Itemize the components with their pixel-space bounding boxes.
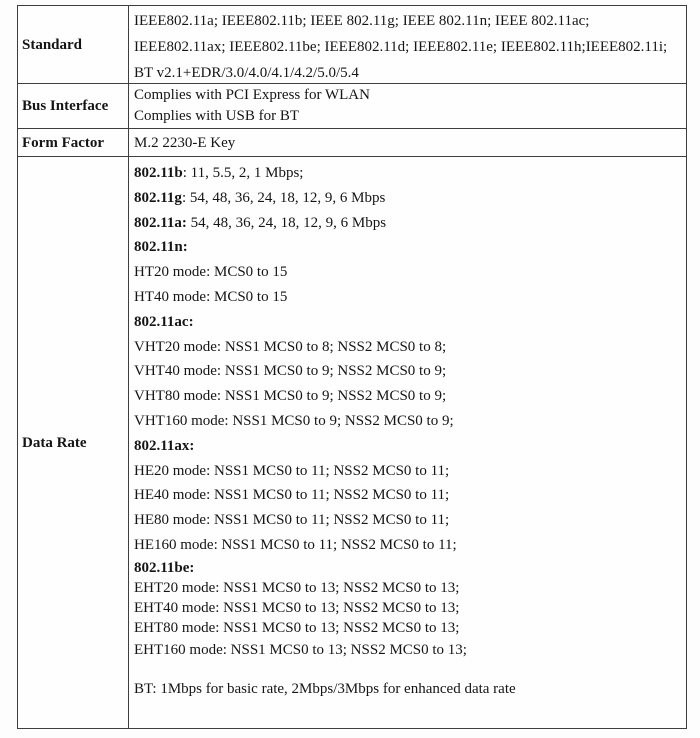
spec-line: Complies with USB for BT [134,108,300,124]
row-value [129,157,686,728]
row-label: Bus Interface [18,84,129,128]
table-row [18,84,686,129]
spec-line: 802.11a: 54, 48, 36, 24, 18, 12, 9, 6 Mbps [134,214,387,231]
spec-line [134,235,682,260]
spec-line: M.2 2230-E Key [134,134,236,151]
spec-line [134,558,682,578]
spec-line: IEEE802.11a; IEEE802.11b; IEEE 802.11g; IEEE 802.11n; IEEE 802.11ac; [134,13,590,29]
spec-line: VHT80 mode: NSS1 MCS0 to 9; NSS2 MCS0 to 9; [134,388,447,405]
spec-line-bold-term: 802.11a: [134,214,187,231]
spec-line [134,310,682,335]
spec-line: EHT80 mode: NSS1 MCS0 to 13; NSS2 MCS0 to 13; [134,619,460,636]
spec-line: BT v2.1+EDR/3.0/4.0/4.1/4.2/5.0/5.4 [134,65,359,81]
row-label: Data Rate [18,157,129,728]
row-value [129,129,686,156]
spec-line: EHT20 mode: NSS1 MCS0 to 13; NSS2 MCS0 to 13; [134,579,460,596]
spec-line: HT20 mode: MCS0 to 15 [134,264,288,281]
spec-line: HT40 mode: MCS0 to 15 [134,288,288,305]
spec-line: HE40 mode: NSS1 MCS0 to 11; NSS2 MCS0 to 11; [134,487,450,504]
spec-line-bold-term: 802.11n: [134,239,188,256]
spec-line-bold-term: 802.11g [134,189,182,206]
spec-line: HE160 mode: NSS1 MCS0 to 11; NSS2 MCS0 to 11; [134,536,457,553]
table-row [18,157,686,728]
spec-line-bold-term: 802.11be: [134,559,195,576]
spec-line-bold-term: 802.11ac: [134,313,194,330]
spec-line: HE20 mode: NSS1 MCS0 to 11; NSS2 MCS0 to 11; [134,462,450,479]
spec-line: EHT40 mode: NSS1 MCS0 to 13; NSS2 MCS0 to 13; [134,599,460,616]
spec-line-bold-term: 802.11b [134,165,183,181]
table-row [18,129,686,157]
spec-line [134,663,682,677]
row-value [129,84,686,128]
spec-line: EHT160 mode: NSS1 MCS0 to 13; NSS2 MCS0 to 13; [134,641,467,658]
spec-line: IEEE802.11ax; IEEE802.11be; IEEE802.11d; IEEE802.11e; IEEE802.11h;IEEE802.11i; [134,39,668,55]
spec-line: VHT20 mode: NSS1 MCS0 to 8; NSS2 MCS0 to 8; [134,338,447,355]
spec-line: VHT160 mode: NSS1 MCS0 to 9; NSS2 MCS0 to 9; [134,412,454,429]
row-label: Standard [18,6,129,83]
row-label: Form Factor [18,129,129,156]
row-value [129,6,686,83]
spec-line: Complies with PCI Express for WLAN [134,87,370,103]
spec-line [134,434,682,459]
spec-line: 802.11g: 54, 48, 36, 24, 18, 12, 9, 6 Mbps [134,189,386,206]
spec-table [17,5,687,729]
table-row [18,6,686,84]
spec-line: HE80 mode: NSS1 MCS0 to 11; NSS2 MCS0 to 11; [134,512,450,529]
spec-line-bold-term: 802.11ax: [134,437,195,454]
spec-line: VHT40 mode: NSS1 MCS0 to 9; NSS2 MCS0 to 9; [134,363,447,380]
spec-line: BT: 1Mbps for basic rate, 2Mbps/3Mbps for enhanced data rate [134,680,516,697]
spec-line: 802.11b: 11, 5.5, 2, 1 Mbps; [134,165,304,181]
